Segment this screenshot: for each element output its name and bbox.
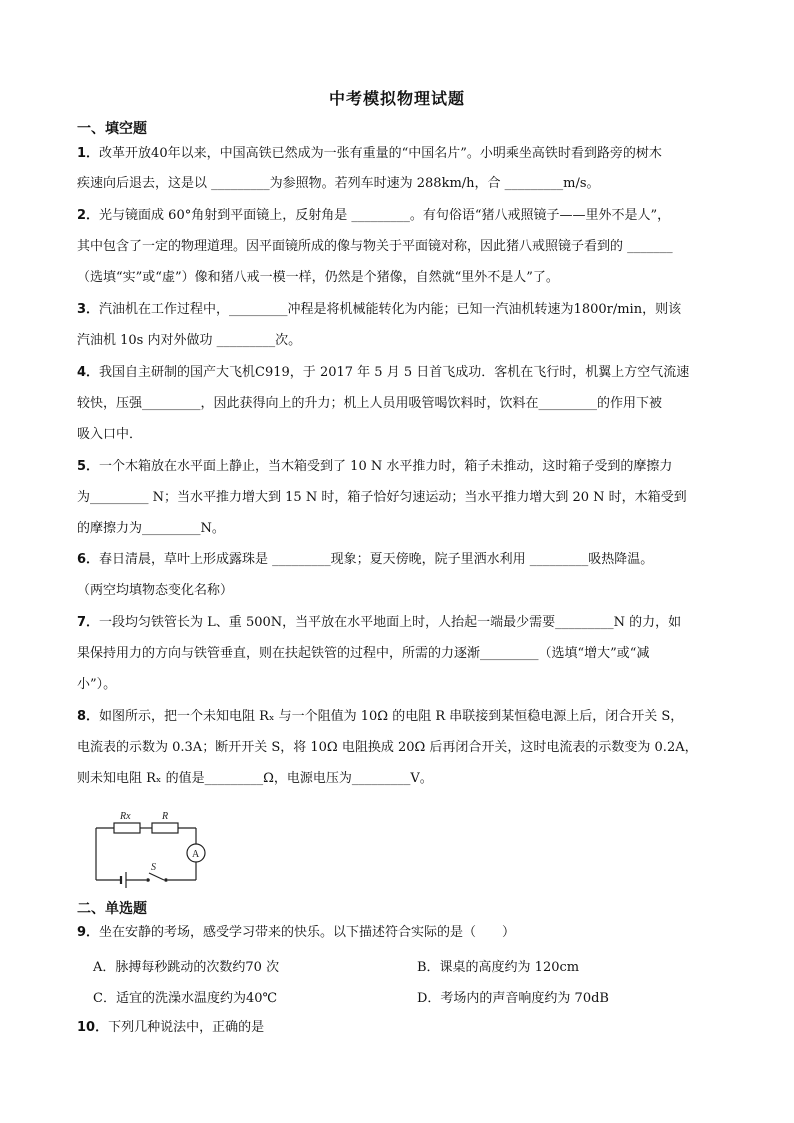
question-text: 春日清晨，草叶上形成露珠是 _________现象；夏天傍晚，院子里洒水利用 _________吸热降温。 [99, 552, 654, 567]
label-rx: Rx [120, 811, 131, 822]
question-text: 如图所示，把一个未知电阻 Rₓ 与一个阻值为 10Ω 的电阻 R 串联接到某恒稳电源上后，闭合开关 S， [99, 709, 684, 724]
question-7-line-2: 果保持用力的方向与铁管垂直，则在扶起铁管的过程中，所需的力逐渐_________（选填“增大”或“减 [77, 646, 650, 661]
question-4-line-2: 较快，压强_________，因此获得向上的升力；机上人员用吸管喝饮料时，饮料在_________的作用下被 [77, 396, 663, 411]
question-5-line-1 [77, 457, 757, 477]
question-number: 4． [77, 365, 100, 380]
question-text: 我国自主研制的国产大飞机C919，于 2017 年 5 月 5 日首飞成功．客机在飞行时，机翼上方空气流速 [99, 365, 690, 380]
question-5-line-3: 的摩擦力为_________N。 [77, 521, 225, 536]
question-text: 汽油机在工作过程中，_________冲程是将机械能转化为内能；已知一汽油机转速为1800r/min，则该 [99, 302, 682, 317]
option-a: A．脉搏每秒跳动的次数约70 次 [93, 960, 280, 975]
option-d: D．考场内的声音响度约为 70dB [417, 991, 609, 1006]
question-number: 6． [77, 552, 100, 567]
question-text: 下列几种说法中，正确的是 [108, 1020, 265, 1035]
question-2-line-2: 其中包含了一定的物理道理。因平面镜所成的像与物关于平面镜对称，因此猪八戒照镜子看到的 _______ [77, 239, 673, 254]
question-1-line-1 [77, 144, 757, 164]
question-number: 7． [77, 615, 100, 630]
question-number: 10． [77, 1020, 109, 1035]
question-3-line-1 [77, 300, 757, 320]
question-6-line-2: （两空均填物态变化名称） [77, 583, 234, 598]
question-number: 2． [77, 208, 100, 223]
question-text: 改革开放40年以来，中国高铁已然成为一张有重量的“中国名片”。小明乘坐高铁时看到路旁的树木 [99, 146, 662, 161]
question-3-line-2: 汽油机 10s 内对外做功 _________次。 [77, 333, 302, 348]
question-number: 3． [77, 302, 100, 317]
question-4-line-3: 吸入口中． [77, 427, 143, 442]
question-2-line-1 [77, 206, 757, 226]
question-1-line-2: 疾速向后退去，这是以 _________为参照物。若列车时速为 288km/h，合 _________m/s。 [77, 176, 600, 191]
question-2-line-3: （选填“实”或“虚”）像和猪八戒一模一样，仍然是个猪像，自然就“里外不是人”了。 [77, 270, 559, 285]
section-fill-in-blank: 一、填空题 [77, 121, 147, 137]
question-7-line-1 [77, 613, 757, 633]
question-6-line-1 [77, 550, 757, 570]
section-single-choice: 二、单选题 [77, 901, 147, 917]
question-5-line-2: 为_________ N；当水平推力增大到 15 N 时，箱子恰好匀速运动；当水平推力增大到 20 N 时，木箱受到 [77, 490, 687, 505]
circuit-diagram [88, 806, 216, 890]
label-r: R [162, 811, 169, 822]
label-switch: S [151, 862, 156, 873]
question-8-line-2: 电流表的示数为 0.3A；断开开关 S，将 10Ω 电阻换成 20Ω 后再闭合开关，这时电流表的示数变为 0.2A， [77, 740, 698, 755]
resistor-rx [114, 823, 140, 833]
question-8-line-1 [77, 707, 757, 727]
switch-terminal [146, 878, 150, 882]
switch-s [149, 873, 164, 880]
question-text: 一段均匀铁管长为 L、重 500N，当平放在水平地面上时，人抬起一端最少需要_________N 的力，如 [99, 615, 682, 630]
question-number: 9． [77, 925, 100, 940]
question-4-line-1 [77, 363, 757, 383]
question-number: 1． [77, 146, 100, 161]
question-10-line-1 [77, 1018, 757, 1038]
option-b: B．课桌的高度约为 120cm [417, 960, 580, 975]
option-c: C．适宜的洗澡水温度约为40℃ [93, 991, 278, 1006]
question-7-line-3: 小”）。 [77, 677, 117, 692]
label-ammeter: A [192, 849, 200, 860]
page-title: 中考模拟物理试题 [328, 89, 465, 108]
question-text: 一个木箱放在水平面上静止，当木箱受到了 10 N 水平推力时，箱子未推动，这时箱子受到的摩擦力 [99, 459, 673, 474]
question-text: 坐在安静的考场，感受学习带来的快乐。以下描述符合实际的是（ ） [99, 925, 516, 940]
resistor-r [152, 823, 178, 833]
question-8-line-3: 则未知电阻 Rₓ 的值是_________Ω，电源电压为_________V。 [77, 771, 433, 786]
question-9-line-1 [77, 923, 757, 943]
question-number: 5． [77, 459, 100, 474]
question-text: 光与镜面成 60°角射到平面镜上，反射角是 _________。有句俗语“猪八戒照镜子——里外不是人”， [99, 208, 671, 223]
question-number: 8． [77, 709, 100, 724]
switch-terminal [164, 878, 168, 882]
